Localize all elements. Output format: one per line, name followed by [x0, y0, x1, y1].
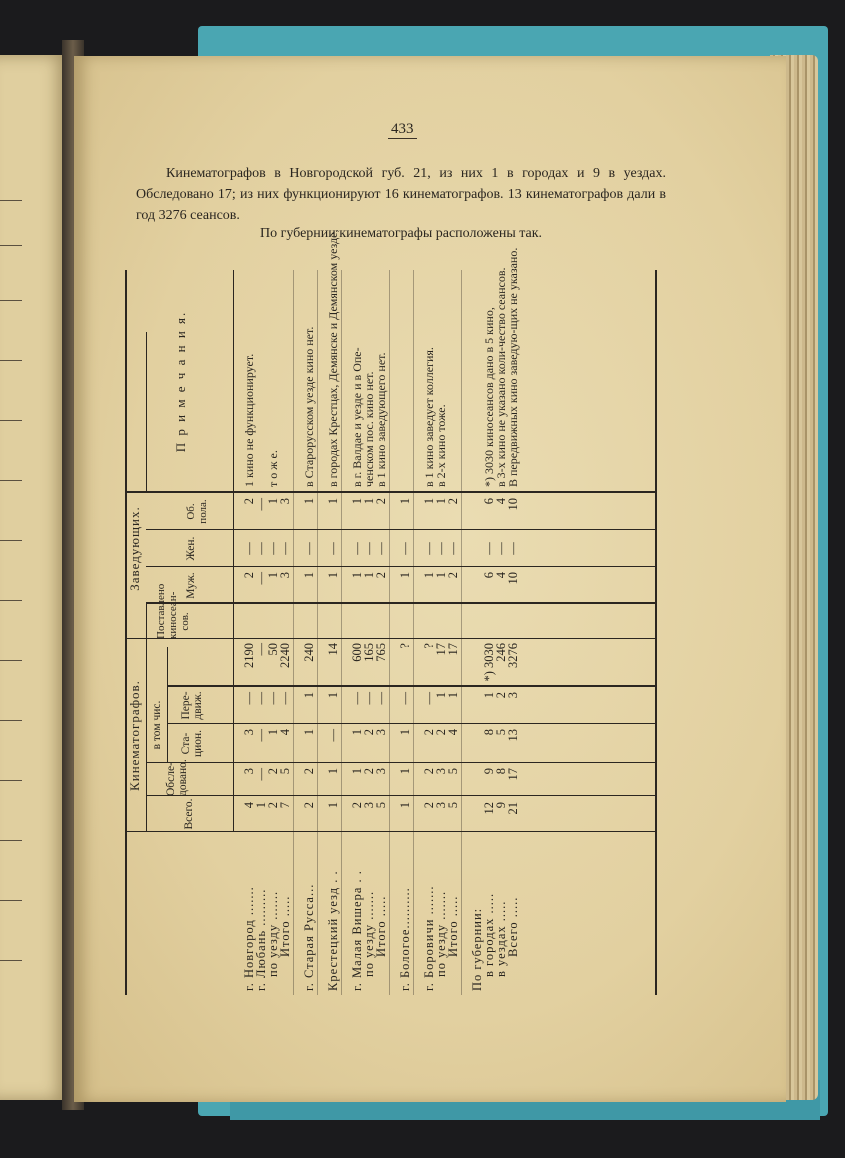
table-cell-note: В передвижных кино заведую-щих не указано.: [506, 247, 520, 487]
row-group-rule: [293, 270, 294, 995]
header-total: Всего.: [183, 798, 195, 830]
table-cell-m: 1: [266, 572, 280, 579]
table-cell-mob: 3: [506, 692, 520, 699]
table-cell-total: 2: [266, 802, 280, 809]
table-cell-f: —: [326, 542, 340, 555]
table-cell-total: 5: [446, 802, 460, 809]
table-bottom-rule: [655, 270, 657, 995]
table-cell-note: *) 3030 киносеансов дано в 5 кино,: [482, 307, 496, 487]
table-cell-stat: 1: [302, 729, 316, 736]
table-cell-stat: 2: [362, 729, 376, 736]
table-cell-note: в Старорусском уезде кино нет.: [302, 326, 316, 487]
margin-mark: [0, 900, 22, 901]
table-cell-f: —: [398, 542, 412, 555]
table-cell-b: 1: [362, 498, 376, 505]
table-cell-surv: 5: [278, 768, 292, 775]
table-cell-f: —: [362, 542, 376, 555]
table-cell-mob: —: [242, 692, 256, 705]
table-cell-note: в городах Крестцах, Демянске и Демянском уезде,: [326, 229, 340, 487]
table-cell-mob: —: [266, 692, 280, 705]
table-cell-f: —: [254, 542, 268, 555]
table-cell-m: 1: [422, 572, 436, 579]
header-incl: в том чис.: [151, 700, 163, 750]
table-cell-mob: 2: [494, 692, 508, 699]
zav-group-rule: [146, 332, 147, 493]
table-cell-note: в 1 кино заведует коллегия.: [422, 347, 436, 487]
table-cell-m: 3: [278, 572, 292, 579]
table-cell-total: 3: [362, 802, 376, 809]
table-cell-stat: —: [326, 729, 340, 742]
table-cell-surv: 17: [506, 768, 520, 781]
table-cell-stat: —: [254, 729, 268, 742]
table-cell-f: —: [446, 542, 460, 555]
table-cell-f: —: [422, 542, 436, 555]
table-cell-f: —: [350, 542, 364, 555]
table-cell-mob: —: [278, 692, 292, 705]
col-rule: [167, 723, 655, 724]
row-group-rule: [413, 270, 414, 995]
table-cell-surv: 3: [374, 768, 388, 775]
table-cell-stat: 3: [374, 729, 388, 736]
margin-mark: [0, 600, 22, 601]
table-cell-mob: —: [350, 692, 364, 705]
table-cell-stat: 4: [446, 729, 460, 736]
table-cell-place: г. Новгород .......: [242, 886, 256, 991]
table-cell-stat: 1: [266, 729, 280, 736]
table-cell-total: 5: [374, 802, 388, 809]
table-cell-total: 2: [350, 802, 364, 809]
table-cell-total: 2: [422, 802, 436, 809]
table-cell-sean: 17: [446, 643, 460, 656]
table-cell-mob: —: [422, 692, 436, 705]
table-cell-sean: 50: [266, 643, 280, 656]
table-cell-stat: 1: [398, 729, 412, 736]
vtom-rule: [167, 647, 168, 763]
table-cell-note: в 1 кино заведующего нет.: [374, 352, 388, 487]
table-cell-total: 12: [482, 802, 496, 815]
table-cell-m: 2: [242, 572, 256, 579]
col-rule: [167, 685, 655, 687]
margin-mark: [0, 540, 22, 541]
table-cell-mob: —: [362, 692, 376, 705]
table-cell-stat: 1: [350, 729, 364, 736]
table-cell-sean: 246: [494, 643, 508, 662]
table-cell-m: 4: [494, 572, 508, 579]
table-cell-b: 1: [302, 498, 316, 505]
margin-mark: [0, 300, 22, 301]
table-cell-place: по уезду .......: [362, 890, 376, 977]
table-cell-m: 1: [302, 572, 316, 579]
table-cell-b: 1: [266, 498, 280, 505]
margin-mark: [0, 245, 22, 246]
intro-paragraph: [136, 163, 666, 226]
table-cell-mob: 1: [434, 692, 448, 699]
table-cell-surv: 8: [494, 768, 508, 775]
table-top-rule: [125, 270, 127, 995]
margin-mark: [0, 360, 22, 361]
table-cell-note: т о ж е.: [266, 450, 280, 487]
table-cell-b: 6: [482, 498, 496, 505]
margin-mark: [0, 480, 22, 481]
table-cell-total: 7: [278, 802, 292, 809]
table-cell-m: 6: [482, 572, 496, 579]
table-cell-sean: 600: [350, 643, 364, 662]
header-mobile: Пере-движ.: [180, 691, 204, 720]
table-cell-m: 2: [446, 572, 460, 579]
table-cell-surv: 5: [446, 768, 460, 775]
table-cell-f: —: [266, 542, 280, 555]
table-cell-f: —: [482, 542, 496, 555]
row-group-rule: [389, 270, 390, 995]
table-caption: По губернии кинематографы расположены так.: [259, 226, 543, 241]
table-cell-total: 1: [254, 802, 268, 809]
table-cell-b: —: [254, 498, 268, 511]
table-cell-mob: 1: [302, 692, 316, 699]
table-cell-f: —: [302, 542, 316, 555]
table-cell-mob: —: [254, 692, 268, 705]
table-cell-total: 9: [494, 802, 508, 809]
table-cell-f: —: [374, 542, 388, 555]
page-number: 433: [388, 121, 417, 139]
table-cell-f: —: [434, 542, 448, 555]
table-cell-sean: 3276: [506, 643, 520, 668]
table-cell-place: Итого .....: [374, 895, 388, 957]
table-cell-m: 10: [506, 572, 520, 585]
margin-mark: [0, 780, 22, 781]
table-cell-b: 1: [398, 498, 412, 505]
table-cell-total: 1: [398, 802, 412, 809]
table-cell-mob: 1: [326, 692, 340, 699]
table-cell-place: в городах .....: [482, 892, 496, 977]
table-cell-place: г. Старая Русса...: [302, 883, 316, 991]
row-group-rule: [461, 270, 462, 995]
table-cell-stat: 2: [422, 729, 436, 736]
table-cell-stat: 4: [278, 729, 292, 736]
table-cell-place: по уезду .......: [434, 890, 448, 977]
table-cell-place: г. Любань .........: [254, 888, 268, 991]
table-cell-sean: 240: [302, 643, 316, 662]
header-male: Муж.: [185, 572, 197, 599]
header-managers-group: Заведующих.: [127, 506, 142, 591]
table-cell-total: 2: [302, 802, 316, 809]
table-cell-sean: *) 3030: [482, 643, 496, 682]
table-cell-place: г. Малая Вишера . .: [350, 870, 364, 991]
table-cell-sean: 2240: [278, 643, 292, 668]
table-cell-place: Итого .....: [446, 895, 460, 957]
table-cell-b: 1: [422, 498, 436, 505]
table-cell-place: Итого .....: [278, 895, 292, 957]
table-cell-stat: 8: [482, 729, 496, 736]
table-cell-note: ченском пос. кино нет.: [362, 371, 376, 487]
margin-mark: [0, 720, 22, 721]
table-cell-sean: 2190: [242, 643, 256, 668]
table-cell-place: по уезду .......: [266, 890, 280, 977]
table-cell-surv: 1: [350, 768, 364, 775]
table-cell-f: —: [494, 542, 508, 555]
table-cell-stat: 5: [494, 729, 508, 736]
table-cell-place: в уездах .....: [494, 900, 508, 977]
table-cell-stat: 13: [506, 729, 520, 742]
table-cell-b: 4: [494, 498, 508, 505]
header-kino-group: Кинематографов.: [127, 680, 142, 791]
table-cell-b: 2: [374, 498, 388, 505]
table-cell-b: 1: [326, 498, 340, 505]
table-cell-surv: 2: [302, 768, 316, 775]
table-cell-stat: 2: [434, 729, 448, 736]
table-cell-m: —: [254, 572, 268, 585]
table-cell-b: 2: [242, 498, 256, 505]
table-cell-note: в 2-х кино тоже.: [434, 404, 448, 487]
table-cell-surv: 1: [398, 768, 412, 775]
table-cell-mob: 1: [446, 692, 460, 699]
margin-mark: [0, 960, 22, 961]
header-surveyed: Обсле-довано.: [165, 759, 189, 796]
header-stationary: Ста-цион.: [180, 729, 204, 758]
table-cell-place: По губернии:: [470, 907, 484, 991]
col-rule: [125, 638, 655, 639]
table-cell-mob: 1: [482, 692, 496, 699]
table-cell-stat: 3: [242, 729, 256, 736]
table-cell-note: 1 кино не функционирует.: [242, 353, 256, 487]
margin-mark: [0, 660, 22, 661]
header-rule: [233, 270, 234, 832]
table-cell-place: г. Боровичи .......: [422, 885, 436, 991]
table-cell-m: 1: [362, 572, 376, 579]
table-cell-sean: ?: [422, 643, 436, 649]
table-cell-sean: 765: [374, 643, 388, 662]
table-cell-sean: —: [254, 643, 268, 656]
table-cell-total: 3: [434, 802, 448, 809]
table-cell-m: 1: [398, 572, 412, 579]
table-cell-sean: 14: [326, 643, 340, 656]
table-cell-surv: —: [254, 768, 268, 781]
margin-mark: [0, 420, 22, 421]
table-cell-f: —: [506, 542, 520, 555]
table-cell-b: 10: [506, 498, 520, 511]
table-cell-surv: 2: [362, 768, 376, 775]
table-cell-note: в 3-х кино не указано коли-чество сеансов.: [494, 267, 508, 487]
table-cell-sean: ?: [398, 643, 412, 649]
table-cell-note: в г. Валдае и уезде и в Опе-: [350, 347, 364, 487]
table-cell-surv: 3: [434, 768, 448, 775]
margin-mark: [0, 200, 22, 201]
intro-text: Кинематографов в Новгородской губ. 21, из них 1 в городах и 9 в уездах. Обследовано 17; из них функционируют 16 кинематографов. 13 кинематографов дали в год 3276 сеансов.: [136, 166, 666, 223]
table-cell-b: 3: [278, 498, 292, 505]
table-cell-m: 1: [326, 572, 340, 579]
table-cell-sean: 17: [434, 643, 448, 656]
table-cell-total: 1: [326, 802, 340, 809]
table-cell-mob: —: [374, 692, 388, 705]
table-cell-place: Крестецкий уезд . .: [326, 870, 340, 991]
header-both: Об. пола.: [185, 499, 209, 524]
col-rule: [125, 831, 655, 832]
table-cell-surv: 2: [422, 768, 436, 775]
row-group-rule: [317, 270, 318, 995]
table-cell-total: 4: [242, 802, 256, 809]
table-cell-total: 21: [506, 802, 520, 815]
table-cell-b: 1: [350, 498, 364, 505]
header-seances: Поставлено киносеан-сов.: [155, 583, 191, 639]
table-cell-m: 2: [374, 572, 388, 579]
row-group-rule: [341, 270, 342, 995]
table-cell-surv: 3: [242, 768, 256, 775]
table-cell-place: Всего .....: [506, 896, 520, 957]
margin-mark: [0, 840, 22, 841]
table-cell-surv: 9: [482, 768, 496, 775]
table-cell-surv: 2: [266, 768, 280, 775]
header-notes: П р и м е ч а н и я.: [173, 310, 188, 453]
table-cell-b: 1: [434, 498, 448, 505]
table-cell-sean: 165: [362, 643, 376, 662]
header-female: Жен.: [185, 536, 197, 561]
table-cell-f: —: [278, 542, 292, 555]
table-cell-m: 1: [350, 572, 364, 579]
table-cell-surv: 1: [326, 768, 340, 775]
table-cell-m: 1: [434, 572, 448, 579]
table-cell-b: 2: [446, 498, 460, 505]
table-cell-f: —: [242, 542, 256, 555]
table-cell-place: г. Бологое..........: [398, 887, 412, 991]
table-cell-mob: —: [398, 692, 412, 705]
